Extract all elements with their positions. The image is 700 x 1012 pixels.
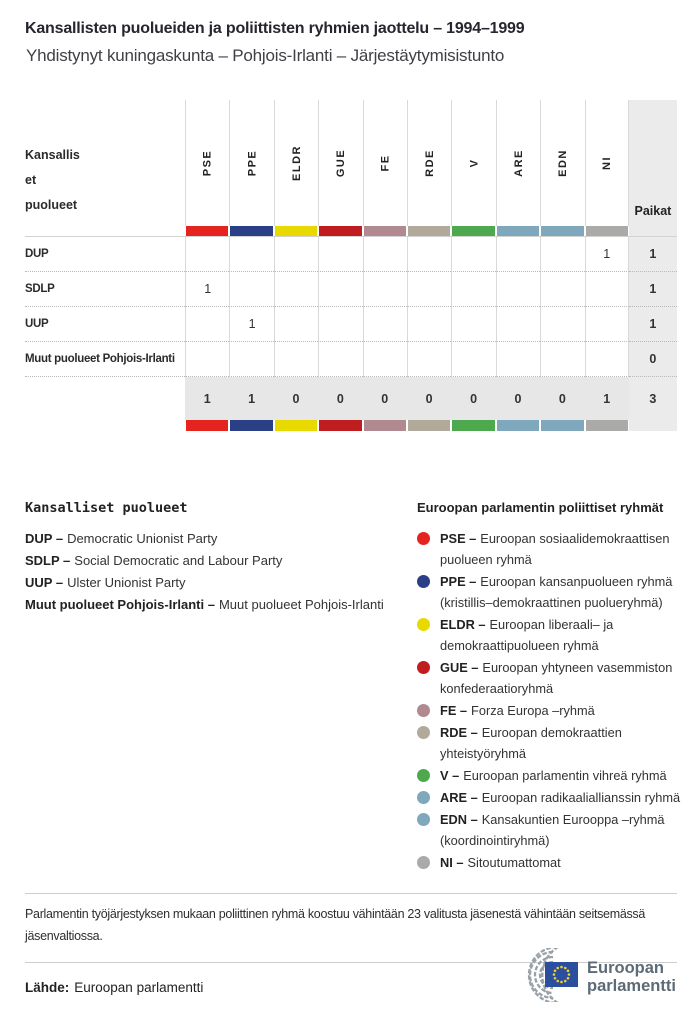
seats-cell: 1 (629, 307, 677, 342)
group-abbr: PPE – (440, 574, 477, 589)
group-abbr: RDE – (440, 725, 478, 740)
group-legend-item (417, 571, 696, 613)
color-band-eldr (274, 226, 318, 237)
legend-dot (417, 856, 430, 869)
table-cell (585, 307, 629, 342)
totals-seats-cell: 3 (629, 377, 677, 420)
table-cell (363, 272, 407, 307)
band-swatch (452, 226, 494, 236)
table-cell: 1 (229, 307, 273, 342)
party-name: Ulster Unionist Party (67, 575, 186, 590)
legend-dot (417, 575, 430, 588)
legend-groups-heading: Euroopan parlamentin poliittiset ryhmät (417, 500, 664, 515)
totals-cell: 1 (229, 377, 273, 420)
group-name: Euroopan parlamentin vihreä ryhmä (463, 768, 667, 783)
band-swatch (586, 420, 628, 431)
table-cell: 1 (185, 272, 229, 307)
source-line (25, 980, 203, 995)
color-band-edn (540, 420, 584, 431)
table-cell (185, 342, 229, 377)
table-cell (496, 307, 540, 342)
table-corner-label (25, 100, 185, 226)
party-abbr: Muut puolueet Pohjois-Irlanti – (25, 597, 215, 612)
color-band-fe (363, 420, 407, 431)
color-band-edn (540, 226, 584, 237)
col-header-v (451, 100, 495, 226)
table-cell (407, 342, 451, 377)
legend-dot (417, 704, 430, 717)
group-legend-item (417, 722, 696, 764)
group-legend-item (417, 528, 696, 570)
band-swatch (497, 420, 539, 431)
group-name: Euroopan liberaali– ja demokraattipuolueen ryhmä (440, 617, 614, 653)
ep-logo (512, 948, 692, 1007)
color-band-ppe (229, 226, 273, 237)
ep-logo-svg (512, 948, 692, 1002)
divider (25, 893, 677, 894)
legend-dot (417, 769, 430, 782)
table-cell (363, 307, 407, 342)
band-swatch (497, 226, 539, 236)
source-value: Euroopan parlamentti (74, 980, 204, 995)
seats-label: Paikat (634, 204, 672, 218)
legend-dot (417, 791, 430, 804)
col-header-rde (407, 100, 451, 226)
group-name: Forza Europa –ryhmä (471, 703, 595, 718)
table-cell (274, 307, 318, 342)
totals-cell: 0 (540, 377, 584, 420)
party-abbr: SDLP – (25, 553, 71, 568)
page-title: Kansallisten puolueiden ja poliittisten ryhmien jaottelu – 1994–1999 (25, 20, 525, 37)
table-cell (185, 307, 229, 342)
totals-cell: 0 (318, 377, 362, 420)
group-abbr: EDN – (440, 812, 478, 827)
col-header-gue (318, 100, 362, 226)
party-abbr: DUP – (25, 531, 64, 546)
group-name: Sitoutumattomat (467, 855, 561, 870)
table-cell (363, 342, 407, 377)
table-cell (229, 342, 273, 377)
band-swatch (541, 420, 583, 431)
table-cell (496, 237, 540, 272)
party-legend-item (25, 572, 390, 594)
band-swatch (186, 420, 228, 431)
distribution-table (25, 100, 677, 431)
legend-dot (417, 661, 430, 674)
band-swatch (586, 226, 628, 236)
col-header-label: NI (600, 156, 613, 170)
band-swatch (452, 420, 494, 431)
group-legend-item (417, 614, 696, 656)
party-name: Muut puolueet Pohjois-Irlanti (218, 597, 384, 612)
table-cell (540, 272, 584, 307)
col-header-are (496, 100, 540, 226)
table-cell (407, 272, 451, 307)
group-legend-item (417, 852, 696, 873)
table-cell (274, 237, 318, 272)
totals-cell: 0 (451, 377, 495, 420)
col-header-pse (185, 100, 229, 226)
legend-dot (417, 618, 430, 631)
group-abbr: ARE – (440, 790, 478, 805)
group-legend-item (417, 787, 696, 808)
color-band-pse (185, 226, 229, 237)
band-swatch (186, 226, 228, 236)
group-legend-item (417, 765, 696, 786)
col-header-label: FE (379, 154, 392, 172)
logo-text-line2: parlamentti (587, 977, 676, 995)
col-header-fe (363, 100, 407, 226)
legend-parties-heading: Kansalliset puolueet (25, 500, 188, 516)
color-band-gue (318, 226, 362, 237)
band-swatch (275, 420, 317, 431)
band-swatch (541, 226, 583, 236)
row-label-muut: Muut puolueet Pohjois-Irlanti (25, 342, 185, 377)
party-legend-item (25, 594, 390, 616)
group-legend-item (417, 657, 696, 699)
totals-cell: 1 (185, 377, 229, 420)
band-swatch (364, 226, 406, 236)
band-swatch (319, 226, 361, 236)
totals-spacer (25, 377, 185, 420)
legend-national-parties (25, 500, 390, 616)
table-cell (585, 272, 629, 307)
seats-cell: 0 (629, 342, 677, 377)
band-swatch (230, 420, 272, 431)
group-name: Kansakuntien Eurooppa –ryhmä (koordinointiryhmä) (440, 812, 665, 848)
totals-cell: 0 (496, 377, 540, 420)
col-header-label: RDE (423, 149, 436, 177)
totals-cell: 0 (363, 377, 407, 420)
group-legend-item (417, 700, 696, 721)
legend-political-groups (417, 500, 696, 874)
color-band-fe (363, 226, 407, 237)
table-cell (318, 342, 362, 377)
table-cell (585, 342, 629, 377)
table-cell (451, 272, 495, 307)
group-abbr: FE – (440, 703, 468, 718)
legend-dot (417, 726, 430, 739)
page-subtitle: Yhdistynyt kuningaskunta – Pohjois-Irlanti – Järjestäytymisistunto (26, 46, 505, 65)
corner-line: Kansallis (25, 148, 80, 162)
table-cell (451, 237, 495, 272)
group-name: Euroopan kansanpuolueen ryhmä (kristillis–demokraattinen puolueryhmä) (440, 574, 673, 610)
table-cell (185, 237, 229, 272)
color-band-ppe (229, 420, 273, 431)
color-band-v (451, 226, 495, 237)
band-swatch (364, 420, 406, 431)
legend-dot (417, 532, 430, 545)
band-spacer (629, 420, 677, 431)
legend-dot (417, 813, 430, 826)
color-band-are (496, 420, 540, 431)
seats-cell: 1 (629, 272, 677, 307)
table-cell (407, 237, 451, 272)
logo-text-line1: Euroopan (587, 959, 664, 977)
table-cell (318, 237, 362, 272)
color-band-ni (585, 420, 629, 431)
color-band-eldr (274, 420, 318, 431)
group-name: Euroopan yhtyneen vasemmiston konfederaatioryhmä (440, 660, 673, 696)
group-name: Euroopan demokraattien yhteistyöryhmä (440, 725, 622, 761)
group-abbr: GUE – (440, 660, 479, 675)
group-legend-item (417, 809, 696, 851)
party-abbr: UUP – (25, 575, 64, 590)
source-label: Lähde: (25, 980, 70, 995)
band-swatch (230, 226, 272, 236)
group-abbr: ELDR – (440, 617, 486, 632)
color-band-pse (185, 420, 229, 431)
table-cell (407, 307, 451, 342)
table-cell (496, 342, 540, 377)
col-header-edn (540, 100, 584, 226)
table-cell (274, 342, 318, 377)
row-label-sdlp: SDLP (25, 272, 185, 307)
corner-line: puolueet (25, 198, 78, 212)
table-cell (318, 307, 362, 342)
party-name: Social Democratic and Labour Party (74, 553, 283, 568)
party-name: Democratic Unionist Party (67, 531, 218, 546)
table-cell (540, 237, 584, 272)
band-spacer (25, 226, 185, 237)
footnote: Parlamentin työjärjestyksen mukaan poliittinen ryhmä koostuu vähintään 23 valitusta jäsenestä vähintään seitsemässä jäsenvaltiossa. (25, 907, 646, 943)
col-header-label: V (468, 158, 481, 168)
table-cell (496, 272, 540, 307)
group-abbr: PSE – (440, 531, 477, 546)
table-cell (318, 272, 362, 307)
col-header-ni (585, 100, 629, 226)
band-spacer (25, 420, 185, 431)
group-name: Euroopan radikaaliallianssin ryhmä (481, 790, 681, 805)
col-header-label: PPE (246, 149, 259, 177)
color-band-ni (585, 226, 629, 237)
totals-cell: 1 (585, 377, 629, 420)
eu-flag-icon (545, 962, 578, 987)
col-header-paikat (629, 100, 677, 226)
table-cell (540, 342, 584, 377)
color-band-v (451, 420, 495, 431)
col-header-label: ELDR (290, 145, 303, 181)
col-header-ppe (229, 100, 273, 226)
table-cell (274, 272, 318, 307)
table-cell (451, 307, 495, 342)
color-band-rde (407, 420, 451, 431)
color-band-are (496, 226, 540, 237)
group-name: Euroopan sosiaalidemokraattisen puolueen ryhmä (440, 531, 670, 567)
table-cell (540, 307, 584, 342)
table-cell (451, 342, 495, 377)
group-abbr: NI – (440, 855, 464, 870)
row-label-uup: UUP (25, 307, 185, 342)
band-swatch (319, 420, 361, 431)
totals-cell: 0 (407, 377, 451, 420)
party-legend-item (25, 550, 390, 572)
party-legend-item (25, 528, 390, 550)
row-label-dup: DUP (25, 237, 185, 272)
col-header-label: EDN (556, 149, 569, 177)
col-header-eldr (274, 100, 318, 226)
col-header-label: GUE (334, 148, 347, 178)
table-cell (229, 272, 273, 307)
totals-cell: 0 (274, 377, 318, 420)
group-abbr: V – (440, 768, 460, 783)
table-cell: 1 (585, 237, 629, 272)
col-header-label: ARE (512, 149, 525, 177)
color-band-gue (318, 420, 362, 431)
band-spacer (629, 226, 677, 237)
band-swatch (408, 420, 450, 431)
band-swatch (275, 226, 317, 236)
table-cell (229, 237, 273, 272)
band-swatch (408, 226, 450, 236)
color-band-rde (407, 226, 451, 237)
corner-line: et (25, 173, 37, 187)
col-header-label: PSE (201, 149, 214, 177)
table-cell (363, 237, 407, 272)
seats-cell: 1 (629, 237, 677, 272)
